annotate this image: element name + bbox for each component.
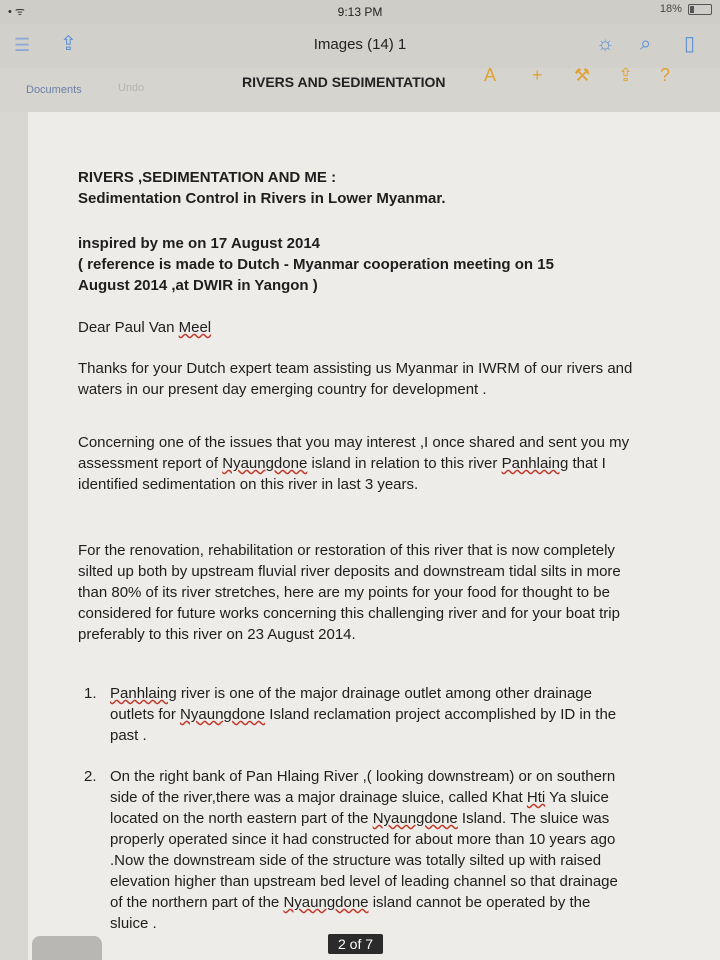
tools-icon[interactable]: ⚒ xyxy=(574,65,591,85)
top-toolbar xyxy=(0,24,720,68)
list-icon[interactable]: ☰ xyxy=(14,35,31,55)
para2-text-c: island in relation to this river xyxy=(307,455,502,472)
doc-subheading: Sedimentation Control in Rivers in Lower Myanmar. xyxy=(78,190,446,207)
document-toolbar xyxy=(0,65,720,112)
battery-percent: 18% xyxy=(659,3,682,15)
item2-text-e: Island. The sluice was properly operated since it had constructed for about more than 10 years ago .Now the downstream side of the structure was totally silted up with raised elevation higher than upstream bed level of leading channel so that drainage of the northern part of the xyxy=(110,810,618,911)
status-time: 9:13 PM xyxy=(337,5,383,19)
help-icon[interactable]: ? xyxy=(660,65,671,85)
para2-place-1: Nyaungdone xyxy=(222,455,308,472)
undo-button[interactable]: Undo xyxy=(118,82,145,94)
document-title: RIVERS AND SEDIMENTATION xyxy=(242,74,446,90)
battery-level xyxy=(690,6,694,13)
item2-text-g: island cannot be operated by the sluice . xyxy=(110,894,591,932)
para2-place-2: Panhlaing xyxy=(501,455,569,472)
signal-indicator: • ᯤ xyxy=(8,6,25,18)
page-indicator: 2 of 7 xyxy=(328,934,383,954)
inspired-line: inspired by me on 17 August 2014 xyxy=(78,235,321,252)
item2-place-1: Hti xyxy=(526,789,546,806)
bookmark-icon[interactable]: ▯ xyxy=(684,33,696,55)
reference-line-2: August 2014 ,at DWIR in Yangon ) xyxy=(78,277,318,294)
share-icon[interactable]: ⇪ xyxy=(60,33,77,55)
salutation-name: Meel xyxy=(178,319,212,336)
insert-icon[interactable]: + xyxy=(532,65,543,85)
paragraph-1: Thanks for your Dutch expert team assisting us Myanmar in IWRM of our rivers and waters in our present day emerging country for development . xyxy=(78,360,633,398)
para2-text-a: Concerning one of the issues that you may interest ,I once shared and sent you my assessment report of xyxy=(78,434,630,472)
export-icon[interactable]: ⇪ xyxy=(618,65,634,85)
para2-text-e: that I identified sedimentation on this river in last 3 years. xyxy=(78,455,606,493)
item1-place-1: Panhlaing xyxy=(110,685,177,702)
battery-icon xyxy=(688,4,712,15)
list-number: 2. xyxy=(84,768,97,785)
brightness-icon[interactable]: ☼ xyxy=(596,33,615,55)
search-icon[interactable]: ⌕ xyxy=(640,33,652,55)
item1-place-2: Nyaungdone xyxy=(180,706,266,723)
item2-place-2: Nyaungdone xyxy=(372,810,458,827)
battery-indicator xyxy=(660,3,712,15)
salutation-text: Dear Paul Van xyxy=(78,319,179,336)
paragraph-2 xyxy=(78,432,638,495)
item1-text-d: Island reclamation project accomplished by ID in the past . xyxy=(110,706,617,744)
status-bar xyxy=(0,0,720,24)
doc-heading: RIVERS ,SEDIMENTATION AND ME : xyxy=(78,169,337,186)
item1-text-b: river is one of the major drainage outlet among other drainage outlets for xyxy=(110,685,592,723)
list-number: 1. xyxy=(84,685,97,702)
list-item-body xyxy=(110,766,630,934)
item2-text-a: On the right bank of Pan Hlaing River ,( looking downstream) or on southern side of the river,there was a major drainage sluice, called Khat xyxy=(110,768,616,806)
home-indicator[interactable] xyxy=(32,936,102,960)
item2-place-3: Nyaungdone xyxy=(283,894,369,911)
list-item-body xyxy=(110,683,630,746)
reference-line: ( reference is made to Dutch - Myanmar cooperation meeting on 15 xyxy=(78,256,554,273)
document-page xyxy=(28,112,720,960)
item2-text-c: Ya sluice located on the north eastern part of the xyxy=(110,789,609,827)
salutation xyxy=(78,317,638,338)
page-title: Images (14) 1 xyxy=(313,36,407,53)
documents-button[interactable]: Documents xyxy=(26,84,82,96)
format-icon[interactable]: A xyxy=(484,65,497,85)
paragraph-3: For the renovation, rehabilitation or restoration of this river that is now completely silted up both by upstream fluvial river deposits and downstream tidal silts in more than 80% of its river stretches, here are my points for your food for thought to be considered for future works concerning this challenging river and for your boat trip preferably to this river on 23 August 2014. xyxy=(78,542,621,643)
